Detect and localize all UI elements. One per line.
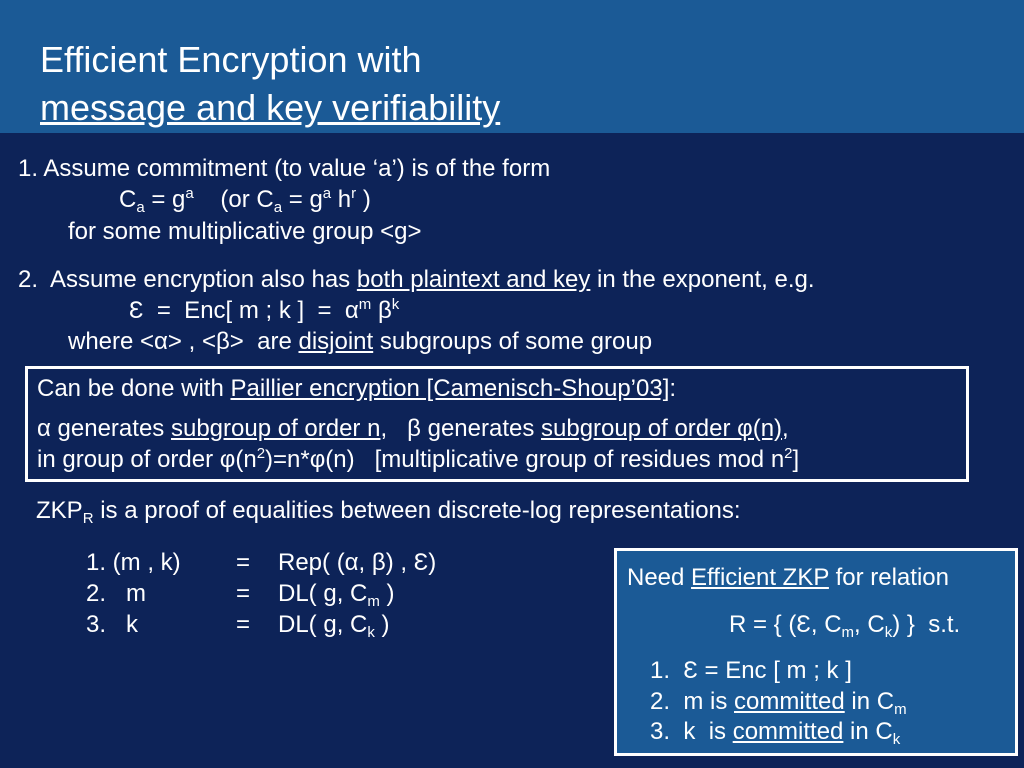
paillier-line-1: Can be done with Paillier encryption [Camenisch-Shoup’03]: [37,375,677,402]
item2-formula: Ɛ = Enc[ m ; k ] = $\alpha^m$ $\beta^k$ [129,296,400,324]
item2-where: where <α> , <β> are disjoint subgroups of some group [68,328,653,355]
relation-3-eq: = [236,611,251,638]
relation-1-lhs: 1. (m , k) [86,549,181,576]
relation-3-lhs: 3. k [86,611,139,638]
item1-intro: 1. Assume commitment (to value ‘a’) is of the form [18,155,551,182]
relation-definition: R = { (Ɛ, $C_m$, $C_k$) } s.t. [729,611,961,641]
paillier-line-3: in group of order $\varphi(n^2)=n*\varphi(n)$ [multiplicative group of residues mod $n^2$] [37,445,800,473]
relation-2-eq: = [236,580,251,607]
condition-2: 2. m is committed in $C_m$ [650,688,907,718]
relation-1-eq: = [236,549,251,576]
item2-intro: 2. Assume encryption also has both plaintext and key in the exponent, e.g. [18,266,815,293]
item1-group: for some multiplicative group <g> [68,218,422,245]
relation-3-rhs: DL( g, $C_k$ ) [278,611,390,641]
need-zkp-box [614,548,1018,756]
paillier-box [25,366,969,482]
condition-1: 1. Ɛ = Enc [ m ; k ] [650,657,852,684]
zkp-statement: $ZKP_R$ is a proof of equalities between discrete-log representations: [36,497,741,527]
item1-commitment-form: $C_a = g^a$ (or $C_a = g^a$ $h^r$ ) [119,185,371,216]
slide-title-line-2: message and key verifiability [40,87,501,128]
paillier-line-2: α generates subgroup of order n, β generates subgroup of order φ(n), [37,415,789,442]
slide-title-line-1: Efficient Encryption with [40,39,422,80]
relation-2-lhs: 2. m [86,580,147,607]
title-band [0,0,1024,133]
relation-1-rhs: Rep( (α, β) , Ɛ) [278,549,437,576]
condition-3: 3. k is committed in $C_k$ [650,718,901,748]
relation-2-rhs: DL( g, $C_m$ ) [278,580,395,610]
need-zkp-heading: Need Efficient ZKP for relation [627,564,949,591]
